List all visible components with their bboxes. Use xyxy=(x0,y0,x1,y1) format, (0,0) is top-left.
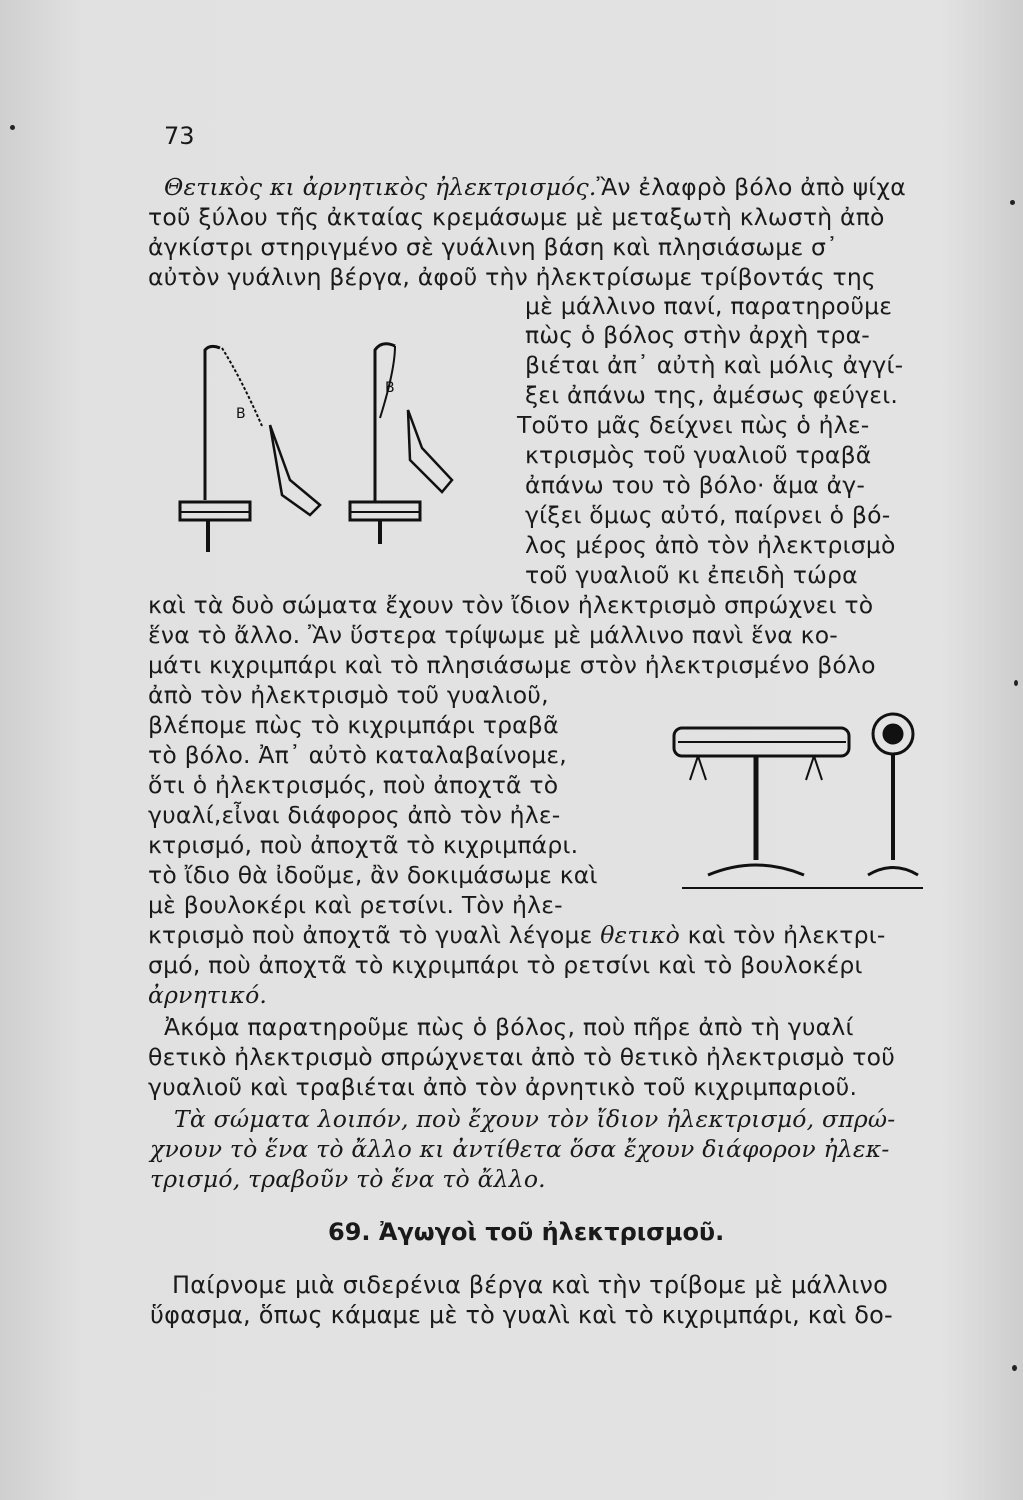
text-line: ὅτι ὁ ἠλεκτρισμός, ποὺ ἀποχτᾶ τὸ xyxy=(148,771,559,799)
text-line: τὸ βόλο. Ἀπ᾽ αὐτὸ καταλαβαίνομε, xyxy=(148,741,567,769)
text-span: κτρισμὸ ποὺ ἀποχτᾶ τὸ γυαλὶ λέγομε xyxy=(148,921,593,949)
scan-speck xyxy=(1012,1365,1017,1371)
rule-line: τρισμό, τραβοῦν τὸ ἕνα τὸ ἄλλο. xyxy=(150,1165,546,1193)
term-positive: θετικὸ xyxy=(600,921,680,949)
text-line: Ἀκόμα παρατηροῦμε πὼς ὁ βόλος, ποὺ πῆρε ἀπὸ τὴ γυαλί xyxy=(164,1013,854,1041)
text-line: ξει ἀπάνω της, ἀμέσως φεύγει. xyxy=(525,381,899,409)
pendulum-right xyxy=(350,344,452,544)
text-line: Τοῦτο μᾶς δείχνει πὼς ὁ ἠλε- xyxy=(517,411,870,439)
text-line: τοῦ ξύλου τῆς ἀκταίας κρεμάσωμε μὲ μεταξωτὴ κλωστὴ ἀπὸ xyxy=(148,203,885,231)
text-line: πὼς ὁ βόλος στὴν ἀρχὴ τρα- xyxy=(525,321,870,349)
text-line: μάτι κιχριμπάρι καὶ τὸ πλησιάσωμε στὸν ἠλεκτρισμένο βόλο xyxy=(148,651,876,679)
text-line: γίξει ὅμως αὐτό, παίρνει ὁ βό- xyxy=(525,501,891,529)
text-span: καὶ τὸν ἠλεκτρι- xyxy=(687,921,886,949)
scan-speck xyxy=(1014,680,1018,686)
text-span: Ἂν ἐλαφρὸ βόλο ἀπὸ ψίχα xyxy=(596,173,906,201)
text-line: γυαλί,εἶναι διάφορος ἀπὸ τὸν ἠλε- xyxy=(148,801,561,829)
pendulum-left xyxy=(180,346,320,552)
text-line: κτρισμό, ποὺ ἀποχτᾶ τὸ κιχριμπάρι. xyxy=(148,831,579,859)
text-line: θετικὸ ἠλεκτρισμὸ σπρώχνεται ἀπὸ τὸ θετικὸ ἠλεκτρισμὸ τοῦ xyxy=(148,1043,895,1071)
text-line: κτρισμὸς τοῦ γυαλιοῦ τραβᾶ xyxy=(525,441,872,469)
rule-line: Τὰ σώματα λοιπόν, ποὺ ἔχουν τὸν ἴδιον ἠλεκτρισμό, σπρώ- xyxy=(174,1105,896,1133)
rule-line: χνουν τὸ ἕνα τὸ ἄλλο κι ἀντίθετα ὅσα ἔχουν διάφορον ἠλεκ- xyxy=(150,1135,890,1163)
text-line: σμό, ποὺ ἀποχτᾶ τὸ κιχριμπάρι τὸ ρετσίνι καὶ τὸ βουλοκέρι xyxy=(148,951,863,979)
ball-label-left: B xyxy=(236,406,246,422)
text-line: αὐτὸν γυάλινη βέργα, ἀφοῦ τὴν ἠλεκτρίσωμε τρίβοντάς της xyxy=(148,263,876,291)
text-line: καὶ τὰ δυὸ σώματα ἔχουν τὸν ἴδιον ἠλεκτρισμὸ σπρώχνει τὸ xyxy=(148,591,874,619)
text-line: τὸ ἴδιο θὰ ἰδοῦμε, ἂν δοκιμάσωμε καὶ xyxy=(148,861,598,889)
text-line: μὲ βουλοκέρι καὶ ρετσίνι. Τὸν ἠλε- xyxy=(148,891,563,919)
page-number: 73 xyxy=(164,122,195,150)
text-line: βλέπομε πὼς τὸ κιχριμπάρι τραβᾶ xyxy=(148,711,559,739)
text-line: ἀγκίστρι στηριγμένο σὲ γυάλινη βάση καὶ πλησιάσωμε σ᾽ xyxy=(148,233,839,261)
text-line xyxy=(148,920,886,950)
figure-pendulums xyxy=(170,330,470,560)
text-line: τοῦ γυαλιοῦ κι ἐπειδὴ τώρα xyxy=(525,561,858,589)
text-line: μὲ μάλλινο πανί, παρατηροῦμε xyxy=(525,292,893,320)
topic-italic: Θετικὸς κι ἀρνητικὸς ἠλεκτρισμός. xyxy=(164,173,597,201)
text-line: ἕνα τὸ ἄλλο. Ἂν ὕστερα τρίψωμε μὲ μάλλινο πανὶ ἕνα κο- xyxy=(148,621,838,649)
text-line: γυαλιοῦ καὶ τραβιέται ἀπὸ τὸν ἀρνητικὸ τοῦ κιχριμπαριοῦ. xyxy=(148,1073,858,1101)
text-line: ἀπάνω του τὸ βόλο· ἅμα ἀγ- xyxy=(525,471,866,499)
figure-rod-stand xyxy=(668,700,943,895)
scan-speck xyxy=(1010,200,1015,205)
term-negative: ἀρνητικό. xyxy=(148,981,268,1009)
text-line: λος μέρος ἀπὸ τὸν ἠλεκτρισμὸ xyxy=(525,531,896,559)
text-line xyxy=(164,172,906,202)
text-line: ἀπὸ τὸν ἠλεκτρισμὸ τοῦ γυαλιοῦ, xyxy=(148,681,549,709)
text-line: Παίρνομε μιὰ σιδερένια βέργα καὶ τὴν τρίβομε μὲ μάλλινο xyxy=(172,1271,889,1299)
text-line: ὕφασμα, ὅπως κάμαμε μὲ τὸ γυαλὶ καὶ τὸ κιχριμπάρι, καὶ δο- xyxy=(150,1301,893,1329)
ball-label-right: B xyxy=(385,380,395,396)
text-line: βιέται ἀπ᾽ αὐτὴ καὶ μόλις ἀγγί- xyxy=(525,351,904,379)
scan-speck xyxy=(10,125,15,130)
section-heading: 69. Ἀγωγοὶ τοῦ ἠλεκτρισμοῦ. xyxy=(328,1218,725,1246)
